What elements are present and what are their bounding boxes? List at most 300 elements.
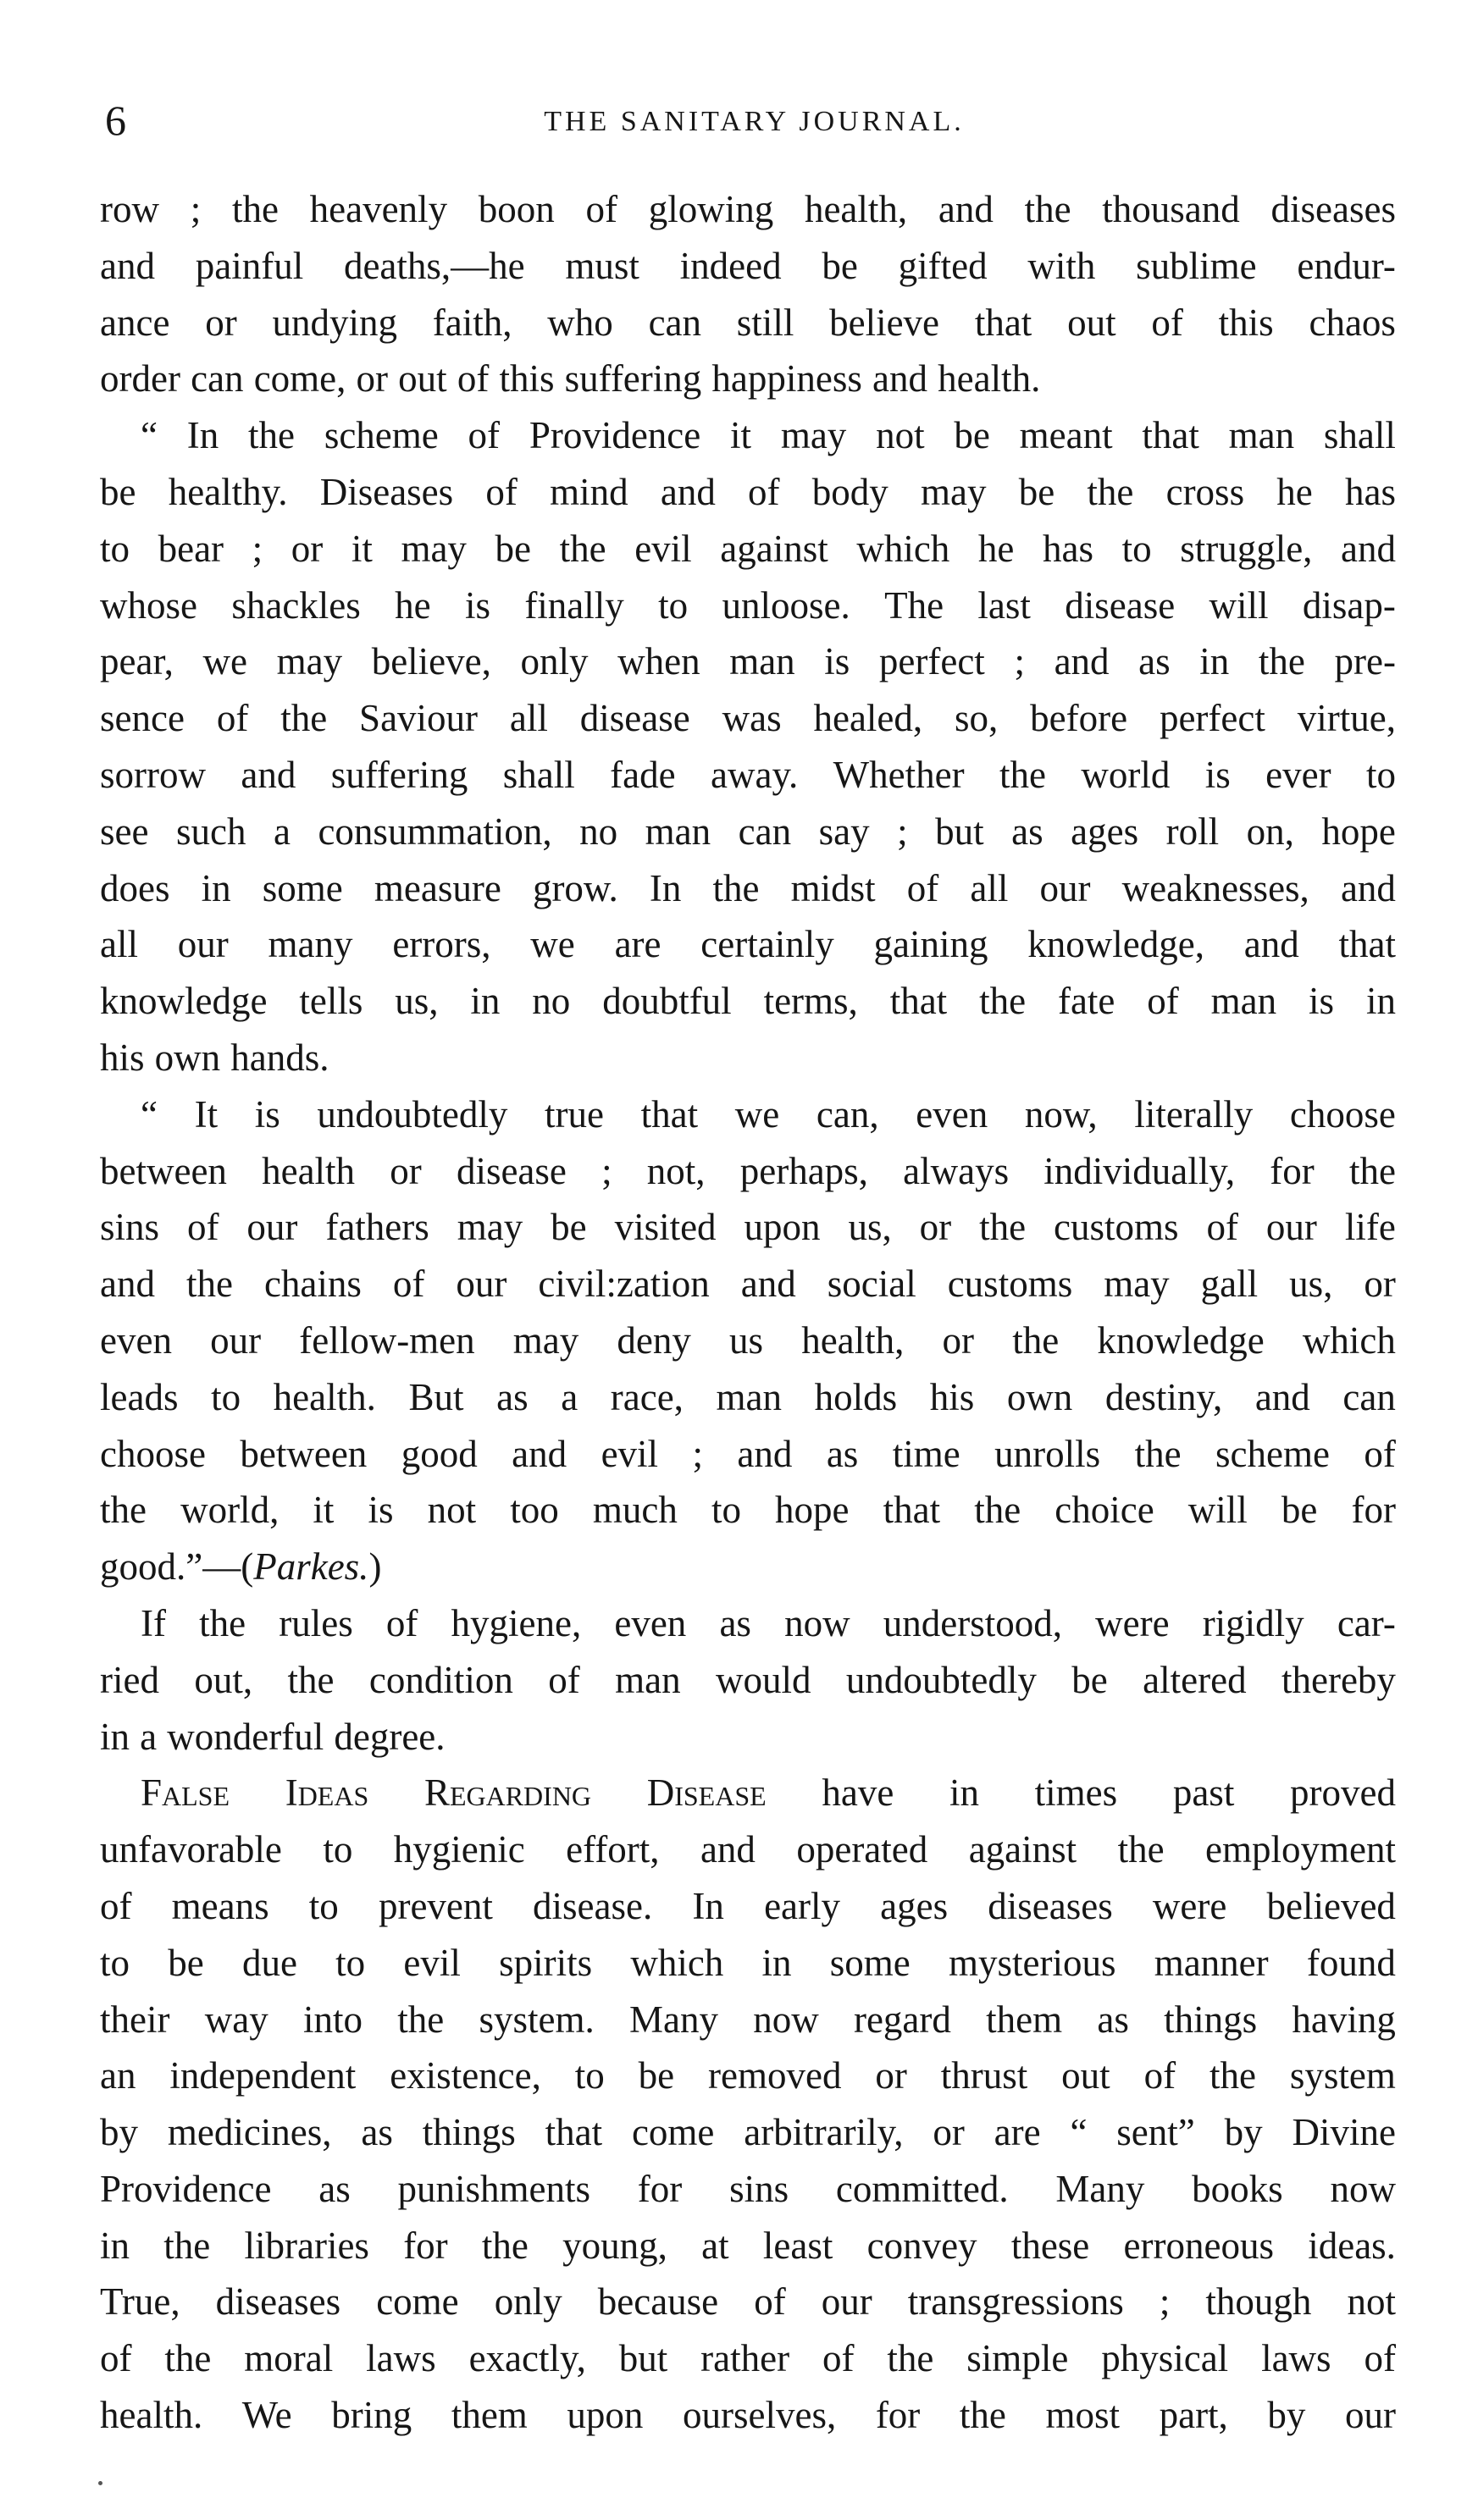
word: wonderful [167,1715,324,1758]
word: were [1152,1884,1227,1927]
text-line [100,2274,1396,2330]
word: health, [801,1318,905,1362]
word: even [614,1601,687,1644]
word: of [468,414,501,457]
word: and [1341,527,1396,570]
word: the [1012,1318,1060,1362]
word: knowledge, [1027,923,1204,966]
word: most [1045,2394,1120,2437]
word: must [565,244,639,287]
word: undoubtedly [317,1092,508,1136]
word: or [933,2111,965,2154]
paragraph [100,407,1396,1086]
word: mysterious [948,1941,1116,1984]
word: man [716,1375,782,1418]
text-line [100,1992,1396,2048]
word: when [617,640,700,683]
word: of [754,2280,786,2324]
text-line [100,1369,1396,1426]
word: is [824,640,850,683]
word: convey [866,2224,977,2267]
word: physical [1101,2337,1229,2380]
word: spirits [499,1941,593,1984]
word: or [875,2054,907,2097]
word: he [395,583,431,627]
word: of [385,1601,418,1644]
word: undoubtedly [845,1658,1037,1701]
text-line [100,973,1396,1030]
word: as [1138,640,1171,683]
text-line [100,1935,1396,1992]
word: of [1206,1206,1238,1249]
word: to [100,1941,130,1984]
word: though [1205,2280,1312,2324]
word: erroneous [1123,2224,1274,2267]
paragraph [100,1086,1396,1595]
word: row [100,188,159,230]
word: and [740,1263,796,1306]
word: the [163,2224,211,2267]
word: transgressions [907,2280,1124,2324]
word: rules [279,1601,353,1644]
word: diseases [1270,188,1396,230]
word: ried [100,1658,159,1701]
word: chaos [1309,301,1396,344]
word: but [618,2337,668,2380]
word: midst [790,866,876,909]
word: no [532,980,571,1023]
text-line [100,1878,1396,1935]
word: boon [478,188,555,230]
word: of [100,2337,132,2380]
word: that [1338,923,1396,966]
word: true [545,1092,605,1136]
word: all [970,866,1009,909]
word: early [764,1884,840,1927]
word: be [551,1206,587,1249]
word: way [204,1998,268,2041]
word: ; [1159,2280,1171,2324]
word: system [1289,2054,1396,2097]
word: suffering [330,753,468,796]
word: sence [100,697,185,740]
text-line [100,916,1396,973]
word: the [100,1489,147,1532]
word: young, [562,2224,667,2267]
text-line [100,578,1396,634]
text-line [100,407,1396,464]
word: come [631,2111,715,2154]
paragraph [100,1595,1396,1765]
text-line [100,1821,1396,1878]
word: now, [1024,1092,1098,1136]
word: regard [853,1998,951,2041]
word: shackles [231,583,361,627]
text-line [100,238,1396,295]
word: health. [100,2394,203,2437]
word: the [164,2337,212,2380]
word: them [986,1998,1063,2041]
word: tells [299,980,363,1023]
word: now [1330,2167,1396,2210]
word: and [700,1828,756,1871]
word: hope [775,1489,850,1532]
word: hands. [230,1036,329,1079]
word: an [100,2054,136,2097]
word: of [1151,301,1183,344]
word: be [954,414,990,457]
word: because [597,2280,719,2324]
word: our [1265,1206,1317,1249]
running-title: THE SANITARY JOURNAL. [544,106,965,137]
word: can [191,357,244,401]
word: ; [190,188,202,230]
word: unrolls [994,1432,1101,1475]
text-line [100,860,1396,917]
word: out [1067,301,1116,344]
word: of [548,1658,580,1701]
word: customs [947,1263,1073,1306]
word: simple [966,2337,1069,2380]
word: struggle, [1180,527,1313,570]
word: faith, [432,301,512,344]
word: who [547,301,613,344]
word: that [883,1489,941,1532]
word: own [154,1036,221,1079]
word: by [100,2111,138,2154]
word: it [730,414,752,457]
word: many [268,923,353,966]
word: for [403,2224,448,2267]
word: ideas. [1308,2224,1396,2267]
word: cross [1165,470,1245,513]
word: may [512,1318,579,1362]
word: employment [1204,1828,1396,1871]
word: gall [1200,1263,1259,1306]
word: or [1364,1263,1396,1306]
word: effort, [566,1828,660,1871]
word: The [884,583,944,627]
word: scheme [1215,1432,1330,1475]
word: finally [524,583,624,627]
word: the [1134,1432,1182,1475]
text-line [100,2048,1396,2104]
word: destiny, [1104,1375,1223,1418]
word: to [1121,527,1152,570]
word: between [100,1149,227,1192]
word: time [892,1432,960,1475]
word: not [427,1489,477,1532]
word: as [1097,1998,1129,2041]
word: to [711,1489,741,1532]
word: gifted [898,244,988,287]
word: us [729,1318,764,1362]
word: it [313,1489,335,1532]
paragraph [100,1765,1396,2444]
word: the [1117,1828,1165,1871]
word: “ [141,414,158,457]
word: thereby [1281,1658,1396,1701]
word: thrust [940,2054,1028,2097]
word: Many [1055,2167,1145,2210]
word: Ideas [285,1771,369,1815]
word: of [822,2337,855,2380]
body-text [100,181,1396,2444]
word: into [302,1998,363,2041]
word: punishments [397,2167,591,2210]
word: Saviour [359,697,479,740]
word: indeed [679,244,782,287]
word: our [210,1318,262,1362]
word: are [614,923,662,966]
word: deaths,—he [343,244,525,287]
word: which [856,527,950,570]
word: roll [1165,810,1220,853]
word: evil [601,1432,659,1475]
word: condition [368,1658,513,1701]
word: the [974,1489,1021,1532]
word: be [168,1941,204,1984]
word: leads [100,1375,179,1418]
word: “ [1070,2111,1088,2154]
word: for [875,2394,921,2437]
word: and [1340,866,1396,909]
word: of [748,470,780,513]
word: own [1006,1375,1073,1418]
word: of [1147,980,1179,1023]
text-line [100,181,1396,238]
word: ; [692,1432,703,1475]
word: If [141,1601,166,1644]
word: a [273,810,291,853]
word: and [1254,1375,1310,1418]
text-line [100,1312,1396,1369]
word: rigidly [1202,1601,1304,1644]
word: pre- [1334,640,1396,683]
word: least [762,2224,833,2267]
word: not [1347,2280,1396,2324]
word: with [1027,244,1096,287]
word: have [822,1771,894,1815]
word: man [729,640,795,683]
word: shall [502,753,575,796]
word: things [422,2111,516,2154]
word: his [100,1036,145,1079]
word: sins [729,2167,789,2210]
word: choose [1289,1092,1396,1136]
word: ; [601,1149,612,1192]
word: a [140,1715,158,1758]
word: world [1081,753,1171,796]
word: good [401,1432,478,1475]
word: may [1104,1263,1170,1306]
word: heavenly [309,188,448,230]
word: False [141,1771,230,1815]
word: Many [628,1998,718,2041]
word: and [1054,640,1110,683]
word: altered [1143,1658,1247,1701]
word: out [1061,2054,1110,2097]
word: the [1348,1149,1396,1192]
word: prevent [378,1884,493,1927]
word: may [920,470,987,513]
text-line [100,1143,1396,1200]
word: fellow-men [299,1318,475,1362]
word: even [100,1318,172,1362]
text-line [100,1086,1396,1143]
word: found [1306,1941,1396,1984]
word: sent” [1116,2111,1195,2154]
word: no [579,810,618,853]
word: man [1210,980,1277,1023]
word: Providence [529,414,701,457]
word: in [1365,980,1396,1023]
word: rather [700,2337,790,2380]
word: customs [1054,1206,1179,1249]
word: and [100,1263,155,1306]
word: life [1344,1206,1396,1249]
word: be [1281,1489,1318,1532]
word: part, [1159,2394,1228,2437]
text-line [100,521,1396,578]
word: by [1224,2111,1263,2154]
word: he [1276,470,1313,513]
word: Disease [646,1771,767,1815]
word: car- [1337,1601,1396,1644]
word: can [648,301,702,344]
word: chains [263,1263,362,1306]
word: scheme [324,414,439,457]
word: choose [100,1432,206,1475]
word: to [211,1375,241,1418]
word: between [240,1432,368,1475]
word: undying [272,301,397,344]
word: ; [1014,640,1025,683]
word: come [376,2280,459,2324]
word: disap- [1302,583,1396,627]
word: that [640,1092,699,1136]
text-line [100,1709,1396,1766]
word: Regarding [423,1771,592,1815]
word: against [968,1828,1077,1871]
word: of [1364,1432,1396,1475]
word: us, [1289,1263,1333,1306]
word: would [716,1658,811,1701]
word: weaknesses, [1121,866,1309,909]
word: this [499,357,555,401]
word: mind [550,470,628,513]
word: believe, [371,640,491,683]
word: literally [1134,1092,1254,1136]
word: having [1292,1998,1396,2041]
word: so, [955,697,999,740]
word: endur- [1297,244,1396,287]
word: will [1209,583,1269,627]
word: and [241,753,296,796]
word: can [1342,1375,1396,1418]
word: come, [253,357,346,401]
word: our [177,923,229,966]
word: In [186,414,219,457]
paragraph [100,181,1396,407]
word: fade [610,753,676,796]
word: hygiene, [451,1601,582,1644]
text-line [100,2104,1396,2161]
word: the [248,414,296,457]
word: past [1172,1771,1235,1815]
word: sublime [1136,244,1257,287]
word: is [464,583,490,627]
word: True, [100,2280,180,2324]
word: doubtful [602,980,732,1023]
word: the [185,1263,233,1306]
text-line [100,2161,1396,2218]
word: healthy. [168,470,288,513]
word: in [100,2224,130,2267]
word: ever [1265,753,1331,796]
word: the [979,1206,1027,1249]
word: as [719,1601,751,1644]
word: disease [1065,583,1176,627]
word: medicines, [167,2111,332,2154]
word: terms, [763,980,858,1023]
word: of [485,470,518,513]
word: virtue, [1297,697,1396,740]
word: thousand [1102,188,1240,230]
word: and [100,244,155,287]
word: of [1143,2054,1176,2097]
word: meant [1019,414,1113,457]
word: to [100,527,130,570]
word: the [1209,2054,1256,2097]
word: now [753,1998,819,2041]
word: Divine [1292,2111,1396,2154]
word: of [1364,2337,1396,2380]
word: painful [195,244,304,287]
text-line [100,1765,1396,1821]
word: hope [1321,810,1396,853]
word: our [1039,866,1091,909]
word: the [199,1601,246,1644]
word: to [335,1941,366,1984]
word: and [737,1432,793,1475]
word: the [887,2337,934,2380]
word: as [361,2111,393,2154]
word: Whether [833,753,965,796]
word: out, [194,1658,253,1701]
word: not, [646,1149,706,1192]
word: be [822,244,858,287]
word: measure [374,866,501,909]
word: bring [331,2394,412,2437]
word: individually, [1043,1149,1236,1192]
word: evil [634,527,692,570]
word: errors, [392,923,491,966]
word: committed. [835,2167,1009,2210]
word: the [397,1998,445,2041]
word: or [205,301,237,344]
word: books [1192,2167,1283,2210]
word: consummation, [318,810,552,853]
word: the [280,697,328,740]
word: for [1270,1149,1315,1192]
word: laws [1261,2337,1331,2380]
word: hygienic [393,1828,525,1871]
word: we [202,640,247,683]
word: on, [1246,810,1294,853]
word: the [1258,640,1305,683]
word: in [470,980,501,1023]
